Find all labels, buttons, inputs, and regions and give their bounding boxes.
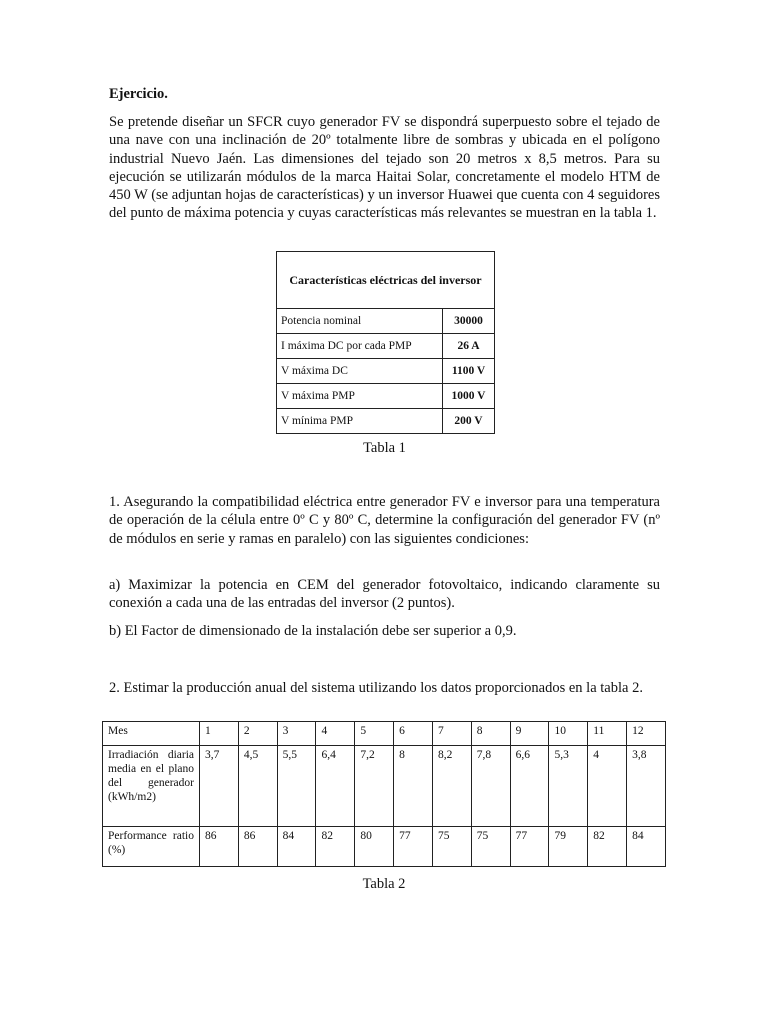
spec-label: V máxima DC xyxy=(277,359,443,384)
performance-ratio-cell: 77 xyxy=(394,827,433,867)
performance-ratio-cell: 80 xyxy=(355,827,394,867)
table-row xyxy=(277,384,495,409)
irradiation-cell: 5,5 xyxy=(277,746,316,827)
question-1b: b) El Factor de dimensionado de la instalación debe ser superior a 0,9. xyxy=(109,623,517,639)
table-row xyxy=(277,359,495,384)
performance-ratio-cell: 84 xyxy=(277,827,316,867)
irradiation-row xyxy=(103,746,666,827)
month-cell: 5 xyxy=(355,722,394,746)
table1-caption: Tabla 1 xyxy=(363,440,406,456)
spec-value: 200 V xyxy=(443,409,495,434)
performance-ratio-cell: 82 xyxy=(316,827,355,867)
performance-ratio-cell: 79 xyxy=(549,827,588,867)
month-cell: 7 xyxy=(432,722,471,746)
intro-paragraph: Se pretende diseñar un SFCR cuyo generador FV se dispondrá superpuesto sobre el tejado de una nave con una inclinación de 20º totalmente libre de sombras y ubicada en el polígono industrial Nuevo Jaén. Las dimensiones del tejado son 20 metros x 8,5 metros. Para su ejecución se utilizarán módulos de la marca Haitai Solar, concretamente el modelo HTM de 450 W (se adjuntan hojas de características) y un inversor Huawei que cuenta con 4 seguidores del punto de máxima potencia y cuyas características más relevantes se muestran en la tabla 1. xyxy=(109,114,660,222)
month-cell: 1 xyxy=(200,722,239,746)
spec-label: I máxima DC por cada PMP xyxy=(277,334,443,359)
month-cell: 11 xyxy=(588,722,627,746)
months-row xyxy=(103,722,666,746)
irradiation-cell: 4 xyxy=(588,746,627,827)
performance-ratio-row-label: Performance ratio (%) xyxy=(103,827,200,867)
question-1: 1. Asegurando la compatibilidad eléctrica entre generador FV e inversor para una temperatura de operación de la célula entre 0º C y 80º C, determine la configuración del generador FV (nº de módulos en serie y ramas en paralelo) con las siguientes condiciones: xyxy=(109,494,660,547)
inverter-table-header: Características eléctricas del inversor xyxy=(277,252,495,309)
month-cell: 3 xyxy=(277,722,316,746)
irradiation-cell: 8 xyxy=(394,746,433,827)
table-row xyxy=(277,334,495,359)
irradiation-cell: 3,7 xyxy=(200,746,239,827)
irradiation-cell: 7,8 xyxy=(471,746,510,827)
spec-value: 30000 xyxy=(443,309,495,334)
month-cell: 8 xyxy=(471,722,510,746)
month-cell: 9 xyxy=(510,722,549,746)
irradiation-row-label: Irradiación diaria media en el plano del generador (kWh/m2) xyxy=(103,746,200,827)
spec-label: V mínima PMP xyxy=(277,409,443,434)
performance-ratio-cell: 82 xyxy=(588,827,627,867)
spec-value: 1100 V xyxy=(443,359,495,384)
performance-ratio-cell: 75 xyxy=(432,827,471,867)
irradiation-cell: 4,5 xyxy=(238,746,277,827)
spec-value: 1000 V xyxy=(443,384,495,409)
irradiation-cell: 5,3 xyxy=(549,746,588,827)
month-cell: 6 xyxy=(394,722,433,746)
irradiation-cell: 8,2 xyxy=(432,746,471,827)
month-cell: 12 xyxy=(627,722,666,746)
performance-ratio-row xyxy=(103,827,666,867)
performance-ratio-cell: 75 xyxy=(471,827,510,867)
spec-label: Potencia nominal xyxy=(277,309,443,334)
irradiation-cell: 6,4 xyxy=(316,746,355,827)
monthly-data-table xyxy=(102,721,666,867)
table2-caption: Tabla 2 xyxy=(362,876,406,892)
month-cell: 10 xyxy=(549,722,588,746)
irradiation-cell: 7,2 xyxy=(355,746,394,827)
spec-label: V máxima PMP xyxy=(277,384,443,409)
exercise-heading: Ejercicio. xyxy=(109,86,168,102)
months-row-label: Mes xyxy=(103,722,200,746)
performance-ratio-cell: 86 xyxy=(200,827,239,867)
performance-ratio-cell: 84 xyxy=(627,827,666,867)
irradiation-cell: 6,6 xyxy=(510,746,549,827)
performance-ratio-cell: 77 xyxy=(510,827,549,867)
irradiation-cell: 3,8 xyxy=(627,746,666,827)
inverter-specs-table xyxy=(276,251,495,434)
spec-value: 26 A xyxy=(443,334,495,359)
table-row xyxy=(277,309,495,334)
table-row xyxy=(277,409,495,434)
question-2: 2. Estimar la producción anual del sistema utilizando los datos proporcionados en la tabla 2. xyxy=(109,680,643,696)
question-1a: a) Maximizar la potencia en CEM del generador fotovoltaico, indicando claramente su conexión a cada una de las entradas del inversor (2 puntos). xyxy=(109,577,660,612)
month-cell: 4 xyxy=(316,722,355,746)
performance-ratio-cell: 86 xyxy=(238,827,277,867)
month-cell: 2 xyxy=(238,722,277,746)
